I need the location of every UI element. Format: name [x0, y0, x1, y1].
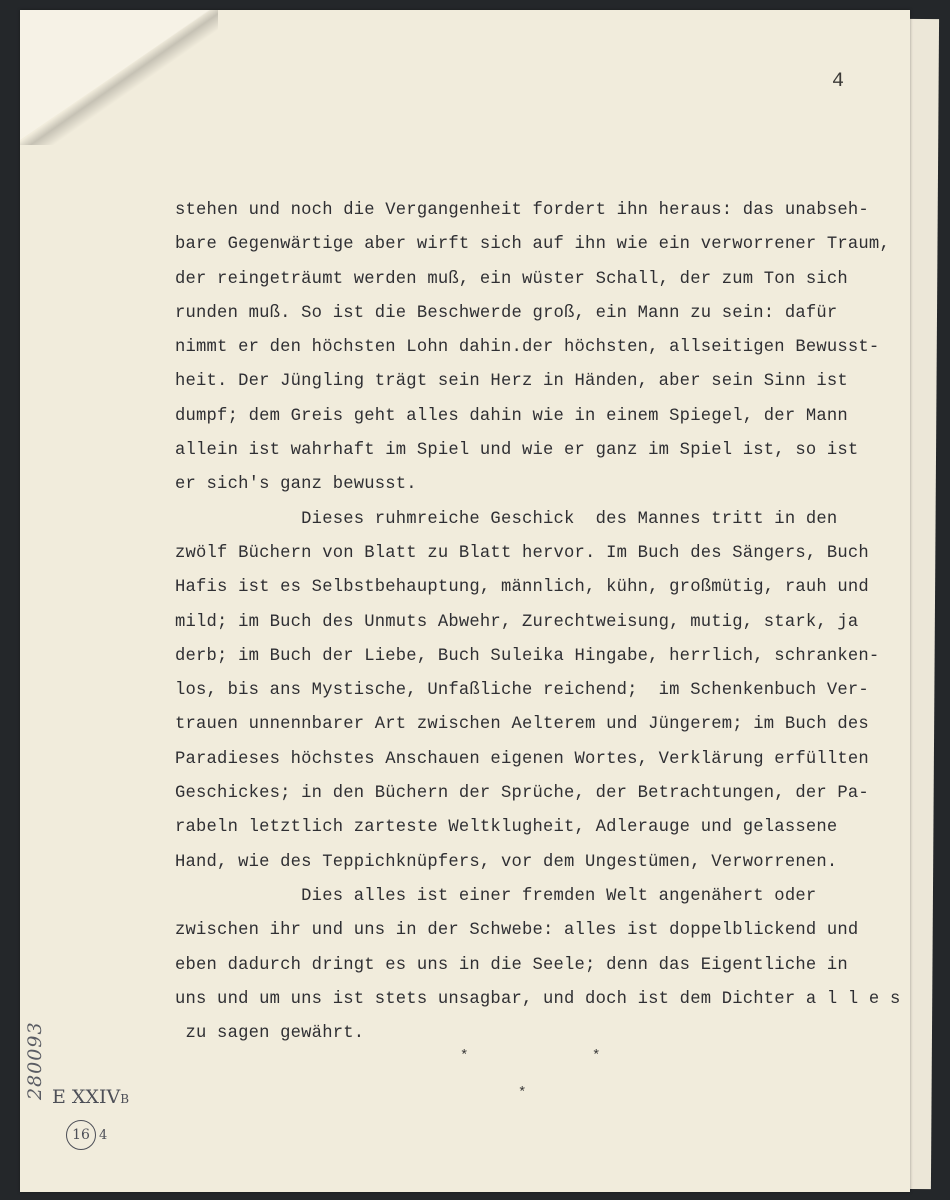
text-line: Dies alles ist einer fremden Welt angenähert oder — [175, 886, 817, 906]
page-number: 4 — [832, 70, 845, 93]
shelf-mark-sub: B — [120, 1092, 130, 1106]
text-line: zwischen ihr und uns in der Schwebe: alles ist doppelblickend und — [175, 921, 859, 941]
body-text — [175, 194, 901, 1051]
text-line: Dieses ruhmreiche Geschick des Mannes tritt in den — [175, 509, 838, 529]
text-line: Geschickes; in den Büchern der Sprüche, der Betrachtungen, der Pa- — [175, 784, 869, 804]
text-line: mild; im Buch des Unmuts Abwehr, Zurechtweisung, mutig, stark, ja — [175, 612, 859, 632]
section-separator — [20, 1048, 910, 1068]
text-line: Hand, wie des Teppichknüpfers, vor dem Ungestümen, Verworrenen. — [175, 852, 838, 872]
folio-sub: 4 — [99, 1128, 108, 1143]
text-line: allein ist wahrhaft im Spiel und wie er ganz im Spiel ist, so ist — [175, 441, 859, 461]
separator-star: * — [592, 1048, 601, 1064]
text-line: zwölf Büchern von Blatt zu Blatt hervor. Im Buch des Sängers, Buch — [175, 543, 869, 563]
text-line: nimmt er den höchsten Lohn dahin.der höchsten, allseitigen Bewusst- — [175, 338, 880, 358]
separator-star: * — [460, 1048, 469, 1064]
separator-star: * — [518, 1085, 527, 1101]
text-line: der reingeträumt werden muß, ein wüster Schall, der zum Ton sich — [175, 269, 848, 289]
folio-circled: 16 — [66, 1120, 96, 1150]
text-line: bare Gegenwärtige aber wirft sich auf ihn wie ein verworrener Traum, — [175, 235, 890, 255]
text-line: dumpf; dem Greis geht alles dahin wie in einem Spiegel, der Mann — [175, 406, 848, 426]
inventory-number: 280093 — [24, 1021, 46, 1100]
text-line: stehen und noch die Vergangenheit fordert ihn heraus: das unabseh- — [175, 201, 869, 220]
text-line: eben dadurch dringt es uns in die Seele; denn das Eigentliche in — [175, 955, 848, 975]
text-line: zu sagen gewährt. — [175, 1024, 365, 1044]
text-line: Hafis ist es Selbstbehauptung, männlich, kühn, großmütig, rauh und — [175, 578, 869, 598]
text-line: uns und um uns ist stets unsagbar, und doch ist dem Dichter a l l e s — [175, 989, 901, 1009]
shelf-mark-main: E XXIV — [52, 1086, 121, 1108]
shelf-mark — [52, 1086, 129, 1108]
text-line: derb; im Buch der Liebe, Buch Suleika Hingabe, herrlich, schranken- — [175, 646, 880, 666]
text-line: los, bis ans Mystische, Unfaßliche reichend; im Schenkenbuch Ver- — [175, 681, 869, 701]
fold-shadow — [20, 10, 218, 145]
text-line: trauen unnennbarer Art zwischen Aelterem und Jüngerem; im Buch des — [175, 715, 869, 735]
text-line: runden muß. So ist die Beschwerde groß, ein Mann zu sein: dafür — [175, 303, 838, 323]
text-line: Paradieses höchstes Anschauen eigenen Wortes, Verklärung erfüllten — [175, 749, 869, 769]
document-page — [20, 10, 910, 1192]
text-line: rabeln letztlich zarteste Weltklugheit, Adlerauge und gelassene — [175, 818, 838, 838]
text-line: er sich's ganz bewusst. — [175, 475, 417, 495]
text-line: heit. Der Jüngling trägt sein Herz in Händen, aber sein Sinn ist — [175, 372, 848, 392]
